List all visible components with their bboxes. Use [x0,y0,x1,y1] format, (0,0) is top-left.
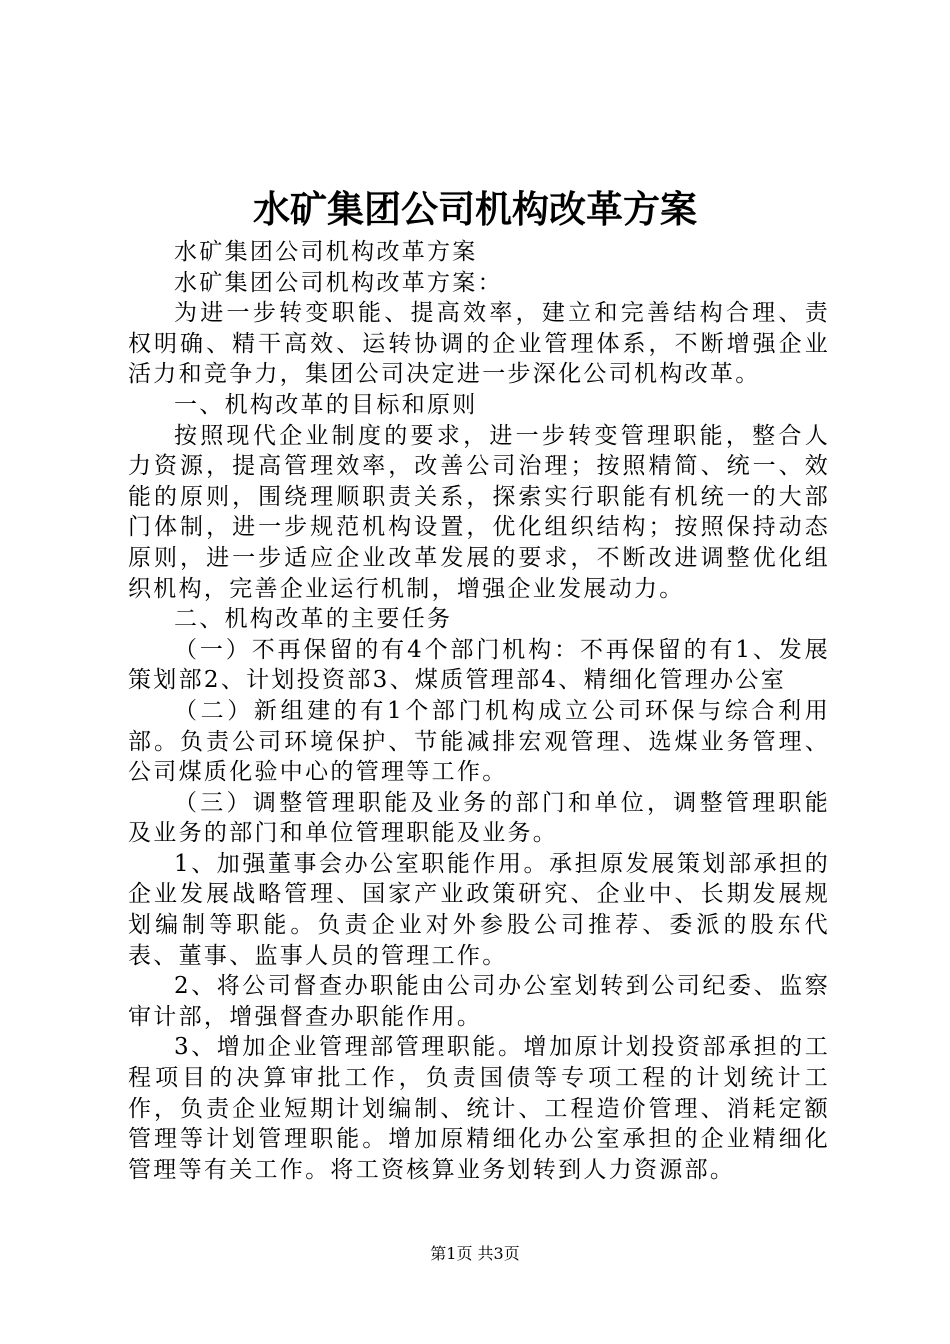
paragraph-item-2: 2、将公司督查办职能由公司办公室划转到公司纪委、监察审计部，增强督查办职能作用。 [128,973,830,1030]
paragraph-doc-subheading: 水矿集团公司机构改革方案： [174,269,503,296]
paragraph-task-2: （二）新组建的有1个部门机构成立公司环保与综合利用部。负责公司环境保护、节能减排宏观管理、选煤业务管理、公司煤质化验中心的管理等工作。 [128,697,830,786]
document-title: 水矿集团公司机构改革方案 [253,187,697,231]
paragraph-doc-heading: 水矿集团公司机构改革方案 [174,239,478,265]
section-heading-goals: 一、机构改革的目标和原则 [174,391,478,418]
paragraph-item-3: 3、增加企业管理部管理职能。增加原计划投资部承担的工程项目的决算审批工作，负责国债等专项工程的计划统计工作，负责企业短期计划编制、统计、工程造价管理、消耗定额管理等计划管理职能。增加原精细化办公室承担的企业精细化管理等有关工作。将工资核算业务划转到人力资源部。 [128,1034,830,1183]
paragraph-intro: 为进一步转变职能、提高效率，建立和完善结构合理、责权明确、精干高效、运转协调的企业管理体系，不断增强企业活力和竞争力，集团公司决定进一步深化公司机构改革。 [128,300,830,388]
section-heading-tasks: 二、机构改革的主要任务 [174,606,453,633]
paragraph-goals: 按照现代企业制度的要求，进一步转变管理职能，整合人力资源，提高管理效率，改善公司治理；按照精简、统一、效能的原则，围绕理顺职责关系，探索实行职能有机统一的大部门体制，进一步规范机构设置，优化组织结构；按照保持动态原则，进一步适应企业改革发展的要求，不断改进调整优化组织机构，完善企业运行机制，增强企业发展动力。 [128,422,830,602]
document-body [128,237,830,1185]
paragraph-task-3: （三）调整管理职能及业务的部门和单位，调整管理职能及业务的部门和单位管理职能及业务。 [128,789,830,847]
paragraph-item-1: 1、加强董事会办公室职能作用。承担原发展策划部承担的企业发展战略管理、国家产业政策研究、企业中、长期发展规划编制等职能。负责企业对外参股公司推荐、委派的股东代表、董事、监事人员的管理工作。 [128,850,830,969]
page-footer: 第1页 共3页 [430,1244,520,1263]
paragraph-task-1: （一）不再保留的有4个部门机构：不再保留的有1、发展策划部2、计划投资部3、煤质管理部4、精细化管理办公室 [128,636,830,694]
